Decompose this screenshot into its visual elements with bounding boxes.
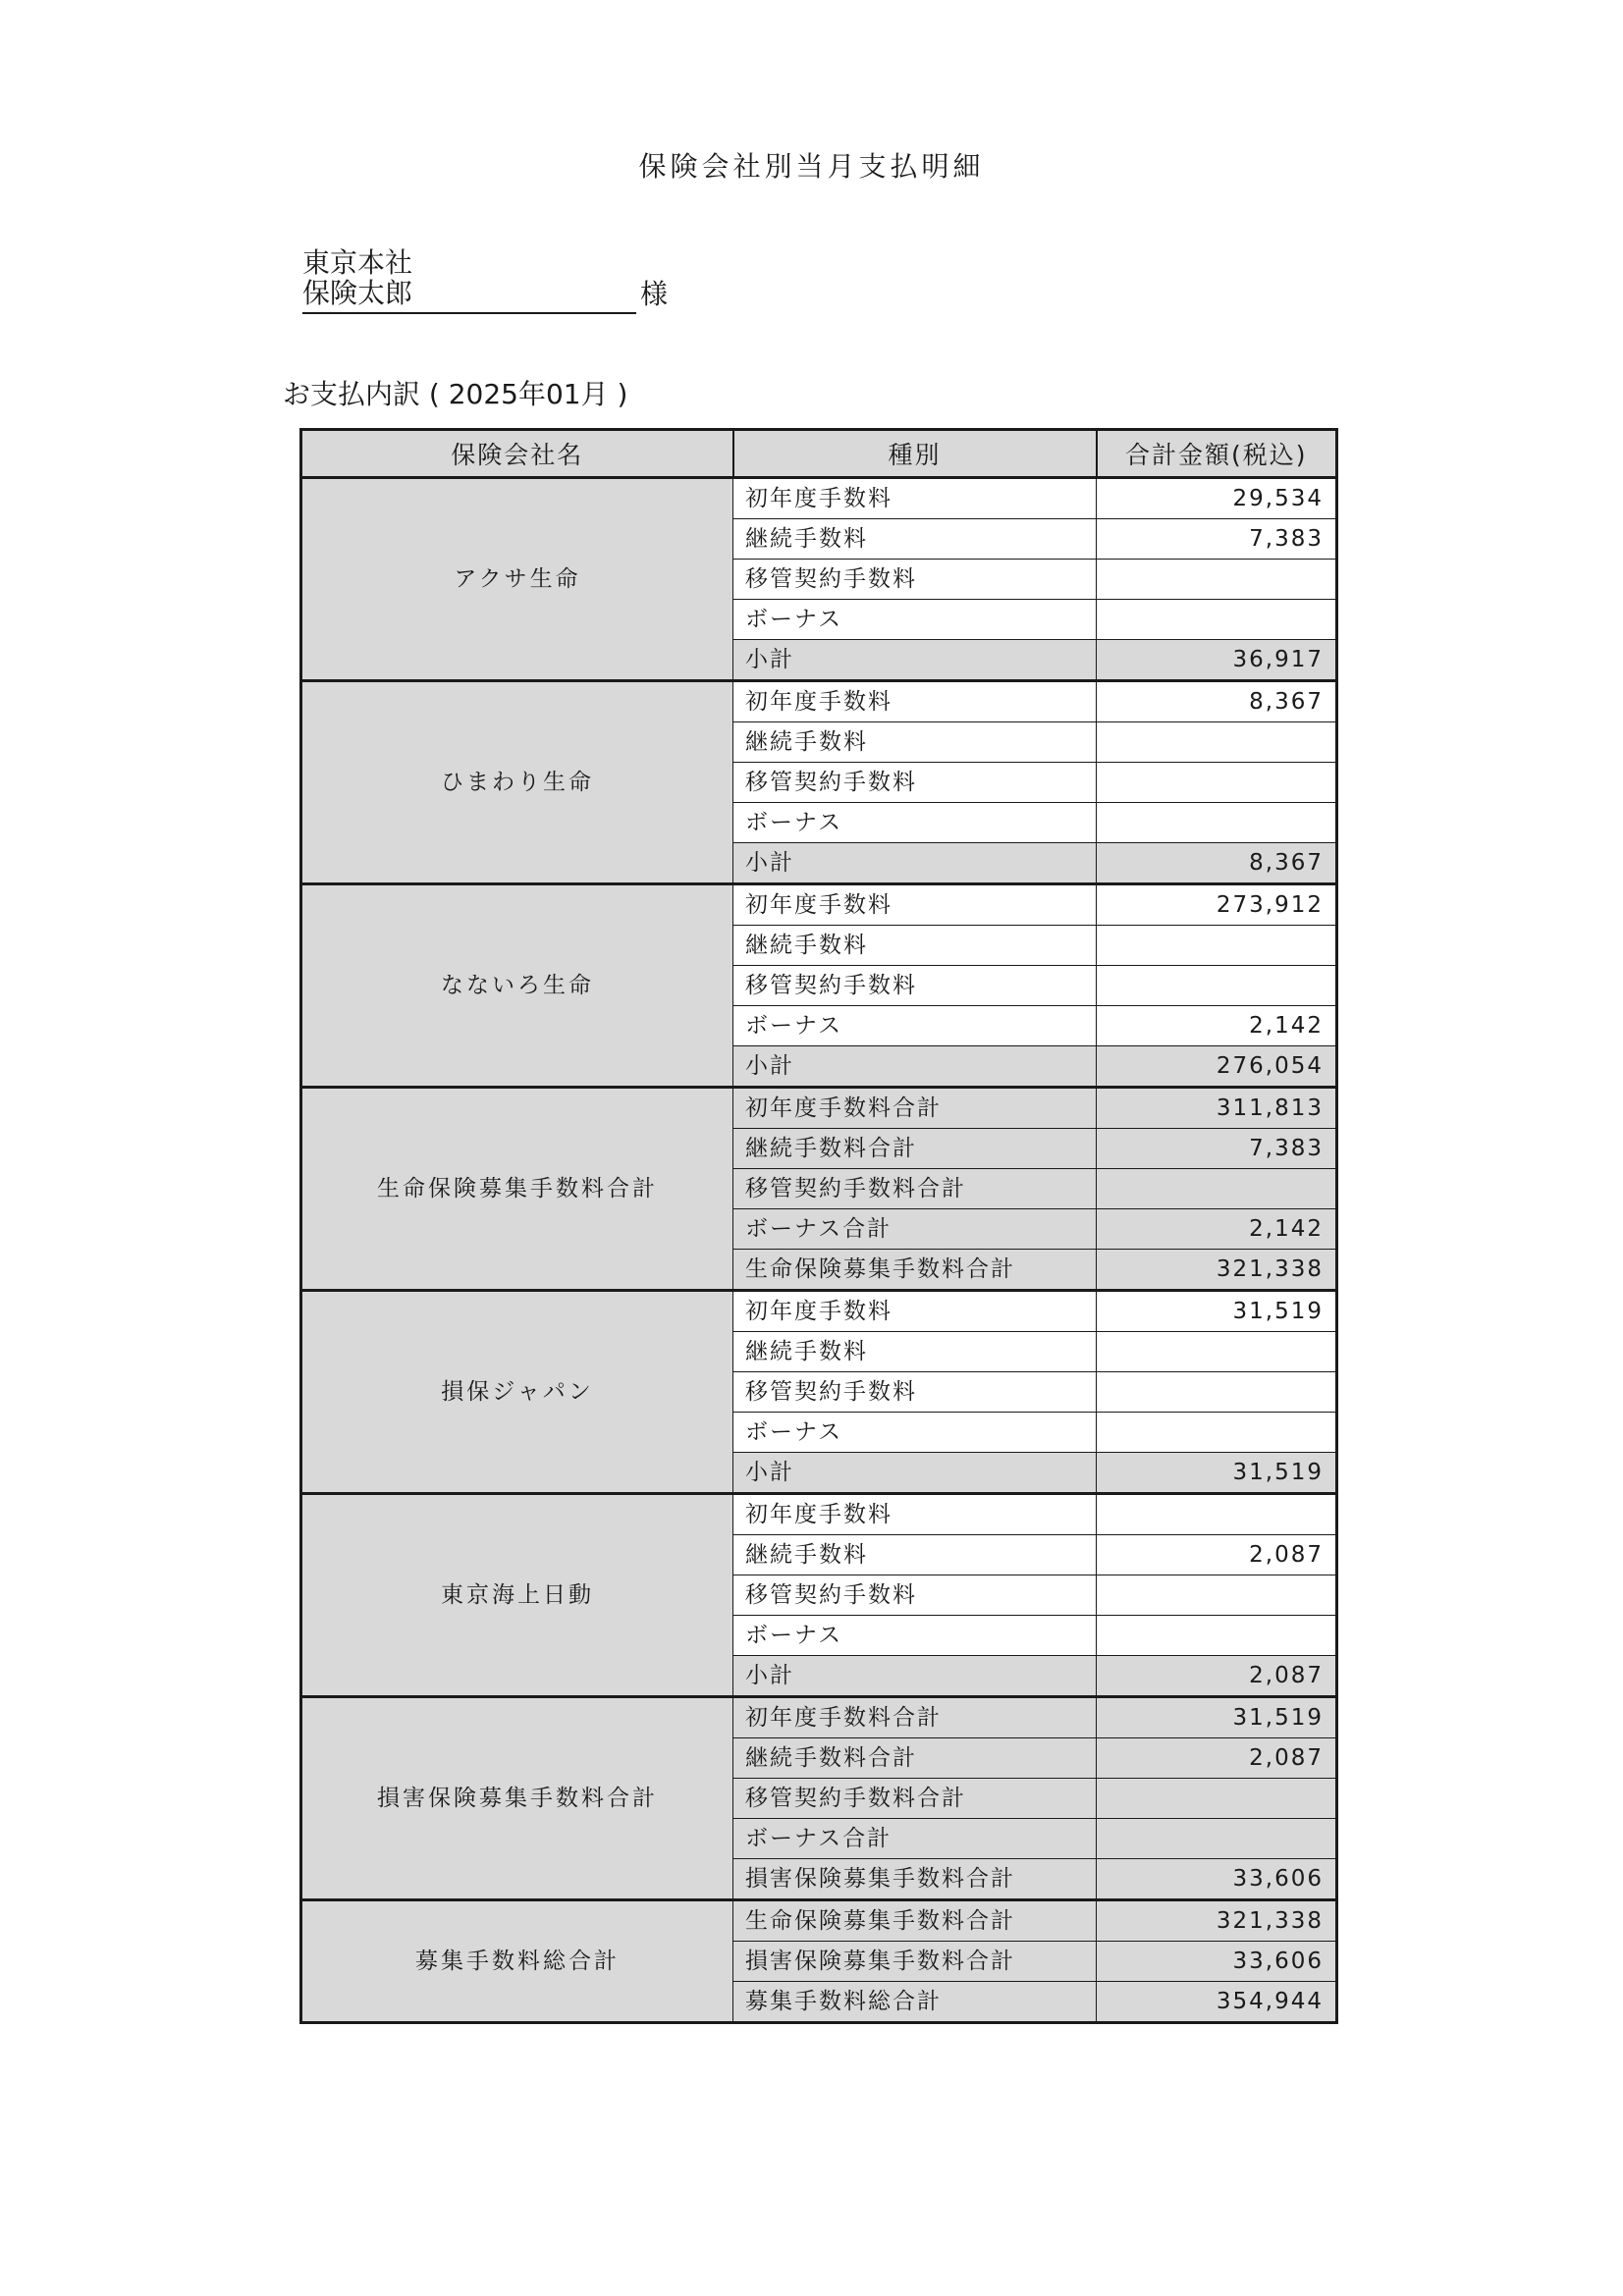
amount-cell xyxy=(1097,600,1337,640)
amount-cell: 33,606 xyxy=(1097,1859,1337,1900)
header-kind: 種別 xyxy=(733,430,1097,478)
amount-cell: 29,534 xyxy=(1097,478,1337,519)
company-name-cell: 損害保険募集手数料合計 xyxy=(301,1697,733,1900)
recipient-name: 保険太郎 xyxy=(302,277,636,314)
fee-type-cell: ボーナス xyxy=(733,1006,1097,1046)
header-amount: 合計金額(税込) xyxy=(1097,430,1337,478)
table-row xyxy=(301,1291,1337,1332)
table-body xyxy=(301,478,1337,2023)
fee-type-cell: 損害保険募集手数料合計 xyxy=(733,1942,1097,1982)
amount-cell xyxy=(1097,803,1337,843)
table-row xyxy=(301,1088,1337,1129)
fee-type-cell: 移管契約手数料 xyxy=(733,763,1097,803)
amount-cell: 273,912 xyxy=(1097,884,1337,926)
amount-cell xyxy=(1097,1332,1337,1372)
fee-type-cell: 募集手数料総合計 xyxy=(733,1982,1097,2023)
honorific: 様 xyxy=(640,278,669,310)
company-name-cell: 東京海上日動 xyxy=(301,1494,733,1697)
fee-type-cell: 初年度手数料 xyxy=(733,1494,1097,1535)
fee-type-cell: 損害保険募集手数料合計 xyxy=(733,1859,1097,1900)
amount-cell: 2,087 xyxy=(1097,1656,1337,1697)
fee-type-cell: 初年度手数料 xyxy=(733,681,1097,722)
branch-name: 東京本社 xyxy=(302,246,413,279)
fee-type-cell: 継続手数料 xyxy=(733,519,1097,560)
table-row xyxy=(301,681,1337,722)
fee-type-cell: ボーナス xyxy=(733,600,1097,640)
fee-type-cell: ボーナス xyxy=(733,1616,1097,1656)
fee-type-cell: 移管契約手数料合計 xyxy=(733,1169,1097,1209)
amount-cell: 2,142 xyxy=(1097,1209,1337,1250)
amount-cell xyxy=(1097,1616,1337,1656)
amount-cell xyxy=(1097,926,1337,966)
amount-cell xyxy=(1097,560,1337,600)
fee-type-cell: 生命保険募集手数料合計 xyxy=(733,1900,1097,1942)
fee-type-cell: 初年度手数料合計 xyxy=(733,1697,1097,1738)
amount-cell: 276,054 xyxy=(1097,1046,1337,1088)
company-name-cell: なないろ生命 xyxy=(301,884,733,1088)
amount-cell xyxy=(1097,1819,1337,1859)
company-name-cell: 生命保険募集手数料合計 xyxy=(301,1088,733,1291)
amount-cell: 31,519 xyxy=(1097,1697,1337,1738)
amount-cell xyxy=(1097,722,1337,763)
fee-type-cell: 小計 xyxy=(733,843,1097,884)
fee-type-cell: 移管契約手数料 xyxy=(733,1372,1097,1413)
amount-cell: 354,944 xyxy=(1097,1982,1337,2023)
fee-type-cell: 小計 xyxy=(733,1453,1097,1494)
table-row xyxy=(301,1900,1337,1942)
fee-type-cell: ボーナス合計 xyxy=(733,1819,1097,1859)
table-row xyxy=(301,1697,1337,1738)
fee-type-cell: 継続手数料 xyxy=(733,1332,1097,1372)
amount-cell: 7,383 xyxy=(1097,519,1337,560)
fee-type-cell: 移管契約手数料 xyxy=(733,966,1097,1006)
amount-cell xyxy=(1097,1494,1337,1535)
company-name-cell: 募集手数料総合計 xyxy=(301,1900,733,2023)
fee-type-cell: 移管契約手数料 xyxy=(733,560,1097,600)
fee-type-cell: 生命保険募集手数料合計 xyxy=(733,1250,1097,1291)
amount-cell xyxy=(1097,1372,1337,1413)
fee-type-cell: 継続手数料 xyxy=(733,926,1097,966)
amount-cell: 321,338 xyxy=(1097,1900,1337,1942)
fee-type-cell: 初年度手数料 xyxy=(733,478,1097,519)
header-company: 保険会社名 xyxy=(301,430,733,478)
table-row xyxy=(301,884,1337,926)
amount-cell: 321,338 xyxy=(1097,1250,1337,1291)
amount-cell: 31,519 xyxy=(1097,1453,1337,1494)
breakdown-label: お支払内訳 ( 2025年01月 ) xyxy=(283,378,628,410)
fee-type-cell: 小計 xyxy=(733,640,1097,681)
amount-cell xyxy=(1097,1413,1337,1453)
fee-type-cell: ボーナス xyxy=(733,803,1097,843)
company-name-cell: ひまわり生命 xyxy=(301,681,733,884)
company-name-cell: アクサ生命 xyxy=(301,478,733,681)
amount-cell: 8,367 xyxy=(1097,843,1337,884)
fee-type-cell: 小計 xyxy=(733,1656,1097,1697)
fee-type-cell: 小計 xyxy=(733,1046,1097,1088)
amount-cell: 311,813 xyxy=(1097,1088,1337,1129)
amount-cell: 2,142 xyxy=(1097,1006,1337,1046)
fee-type-cell: 継続手数料 xyxy=(733,1535,1097,1575)
fee-type-cell: ボーナス xyxy=(733,1413,1097,1453)
amount-cell xyxy=(1097,966,1337,1006)
fee-type-cell: ボーナス合計 xyxy=(733,1209,1097,1250)
fee-type-cell: 移管契約手数料合計 xyxy=(733,1779,1097,1819)
amount-cell: 31,519 xyxy=(1097,1291,1337,1332)
table-row xyxy=(301,478,1337,519)
fee-type-cell: 継続手数料合計 xyxy=(733,1129,1097,1169)
amount-cell: 33,606 xyxy=(1097,1942,1337,1982)
amount-cell: 8,367 xyxy=(1097,681,1337,722)
amount-cell xyxy=(1097,1575,1337,1616)
amount-cell: 2,087 xyxy=(1097,1738,1337,1779)
amount-cell xyxy=(1097,1169,1337,1209)
amount-cell xyxy=(1097,1779,1337,1819)
fee-type-cell: 初年度手数料合計 xyxy=(733,1088,1097,1129)
amount-cell xyxy=(1097,763,1337,803)
fee-type-cell: 移管契約手数料 xyxy=(733,1575,1097,1616)
amount-cell: 7,383 xyxy=(1097,1129,1337,1169)
fee-type-cell: 初年度手数料 xyxy=(733,884,1097,926)
amount-cell: 36,917 xyxy=(1097,640,1337,681)
table-row xyxy=(301,1494,1337,1535)
fee-type-cell: 継続手数料合計 xyxy=(733,1738,1097,1779)
document-title: 保険会社別当月支払明細 xyxy=(638,150,985,183)
payment-detail-table xyxy=(299,428,1338,2024)
fee-type-cell: 継続手数料 xyxy=(733,722,1097,763)
fee-type-cell: 初年度手数料 xyxy=(733,1291,1097,1332)
company-name-cell: 損保ジャパン xyxy=(301,1291,733,1494)
amount-cell: 2,087 xyxy=(1097,1535,1337,1575)
header-row xyxy=(301,430,1337,478)
